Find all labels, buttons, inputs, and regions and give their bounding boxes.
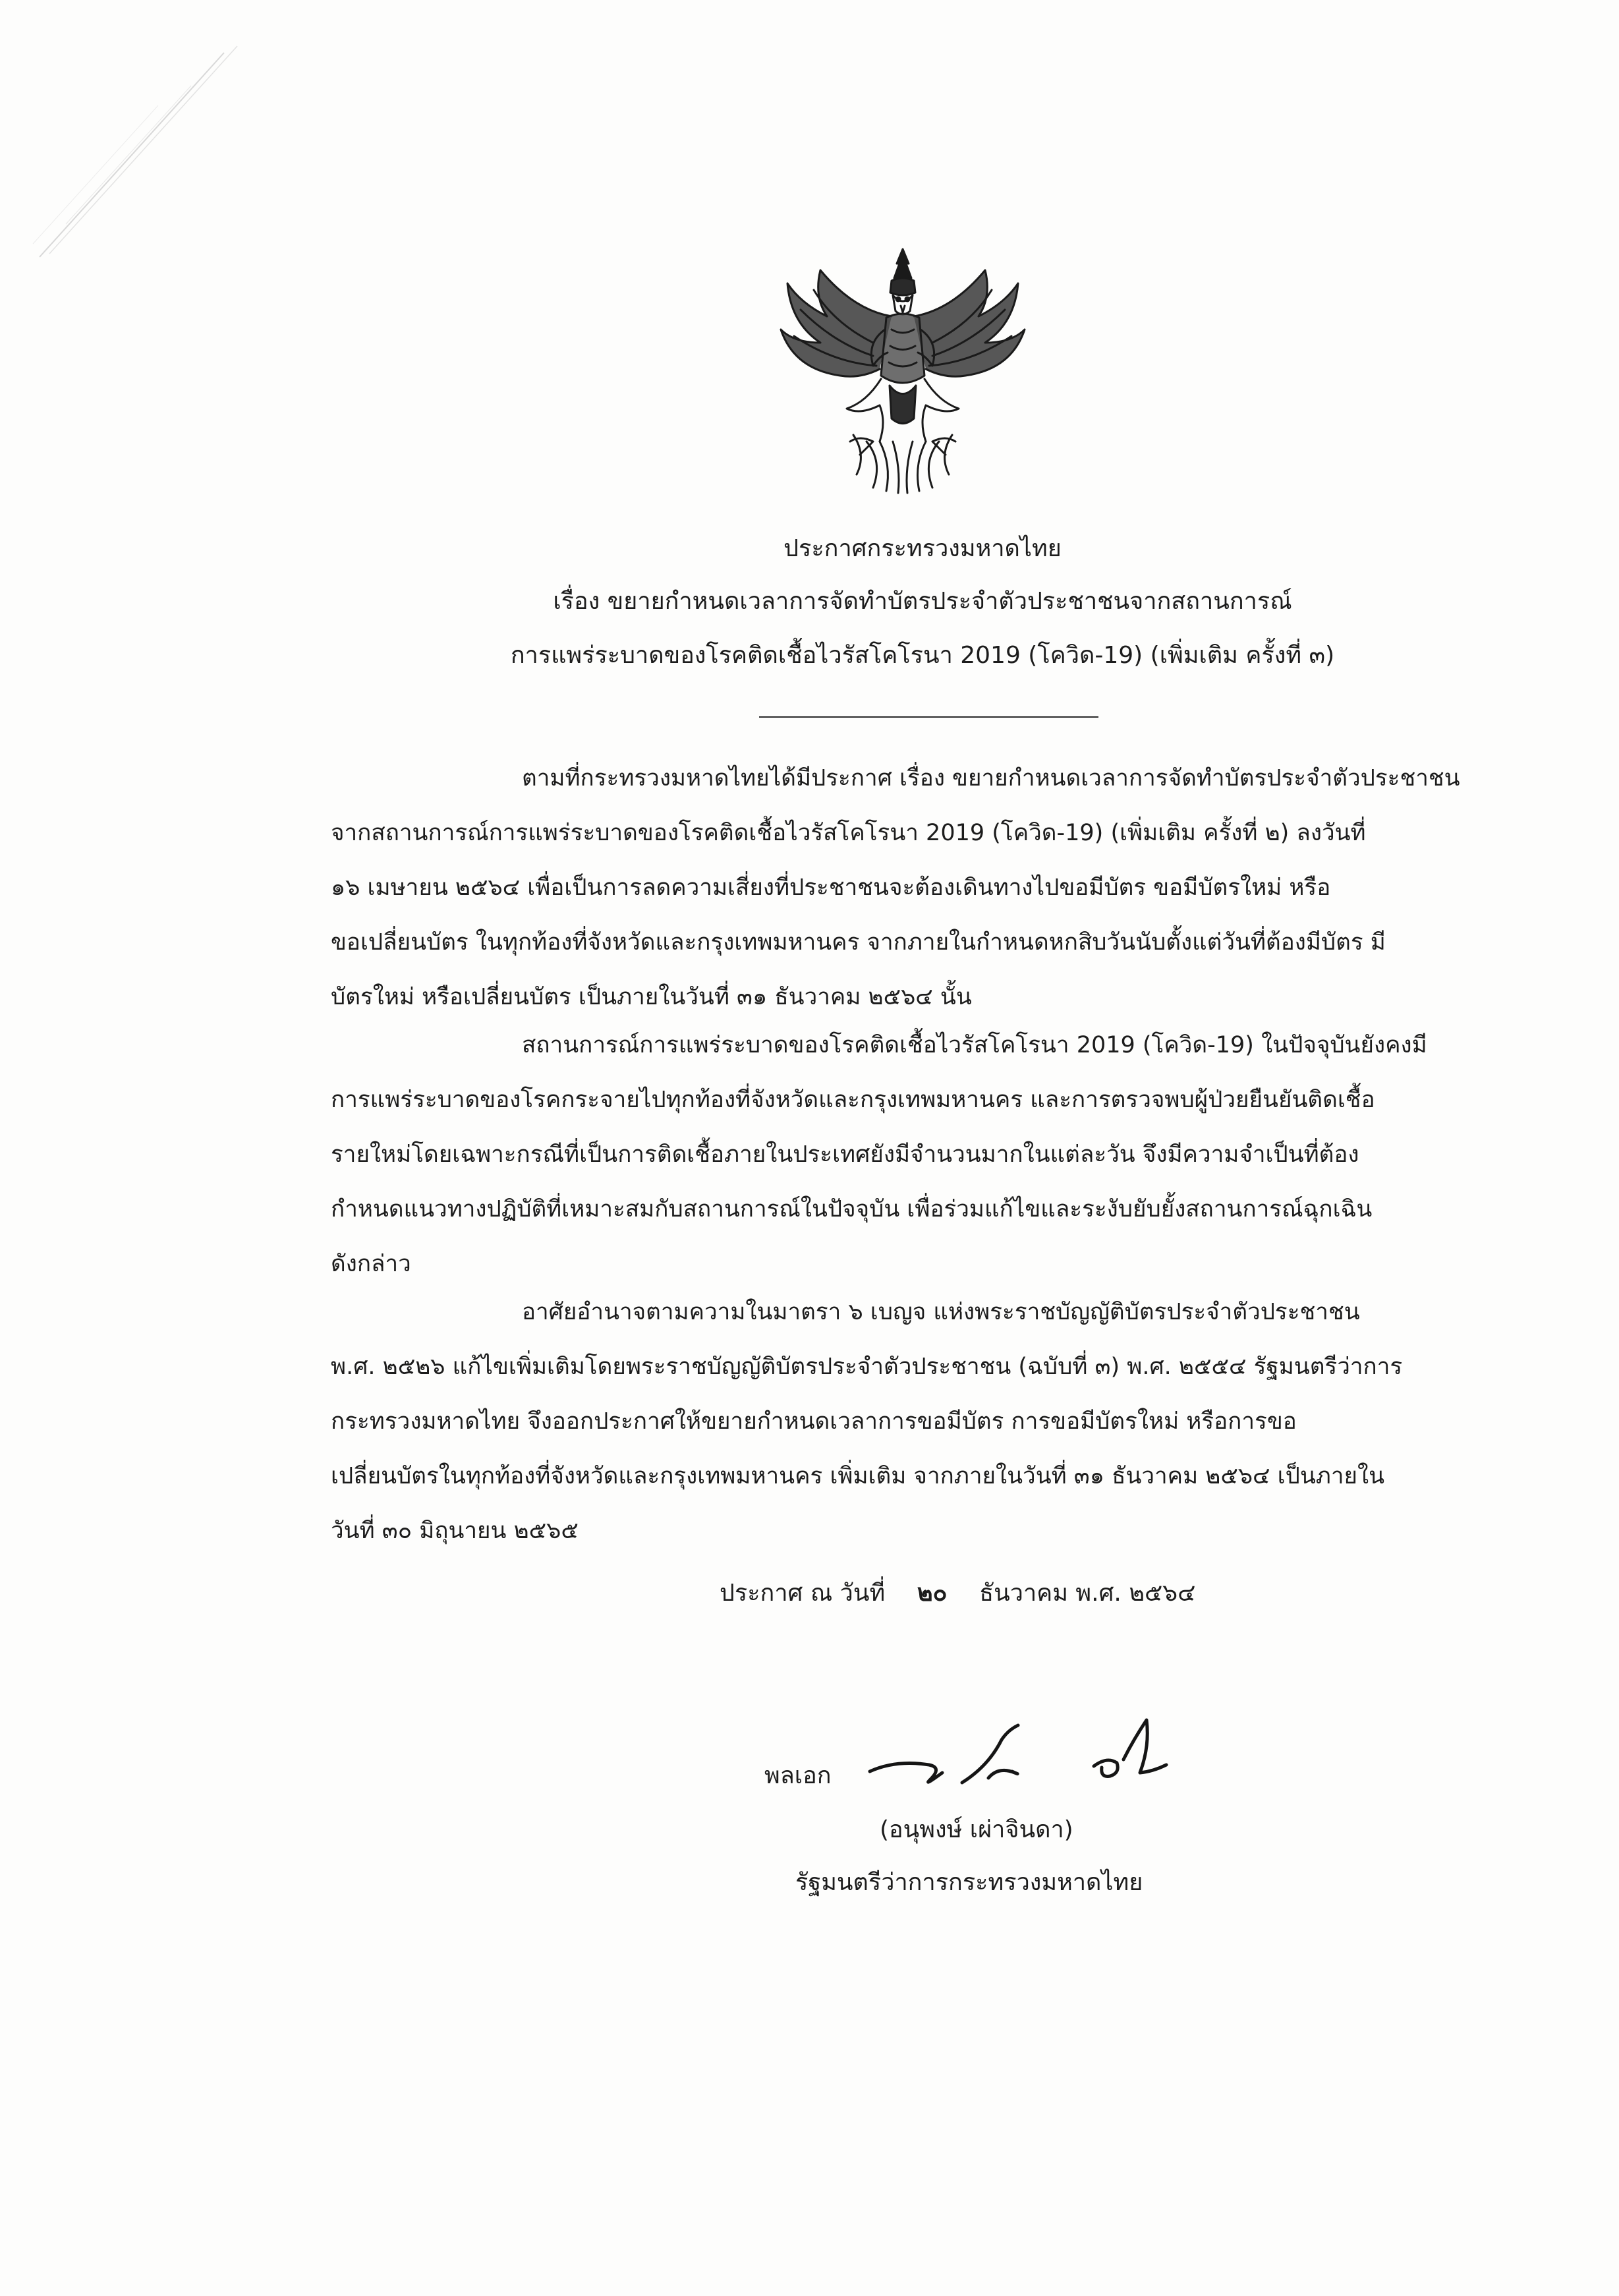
body-paragraph-3 <box>331 1285 1550 1559</box>
signatory-position: รัฐมนตรีว่าการกระทรวงมหาดไทย <box>795 1869 1143 1896</box>
paragraph-line: อาศัยอำนาจตามความในมาตรา ๖ เบญจ แห่งพระราชบัญญัติบัตรประจำตัวประชาชน <box>522 1299 1360 1325</box>
announcement-month-year: ธันวาคม พ.ศ. ๒๕๖๔ <box>979 1580 1196 1607</box>
announcement-title: ประกาศกระทรวงมหาดไทย <box>783 535 1062 562</box>
paragraph-line: การแพร่ระบาดของโรคกระจายไปทุกท้องที่จังหวัดและกรุงเทพมหานคร และการตรวจพบผู้ป่วยยืนยันติดเชื้อ <box>331 1087 1375 1113</box>
paragraph-line: พ.ศ. ๒๕๒๖ แก้ไขเพิ่มเติมโดยพระราชบัญญัติบัตรประจำตัวประชาชน (ฉบับที่ ๓) พ.ศ. ๒๕๕๔ รัฐมนตรีว่าการ <box>331 1354 1403 1380</box>
signatory-name: (อนุพงษ์ เผ่าจินดา) <box>880 1816 1073 1843</box>
subject-line-1: เรื่อง ขยายกำหนดเวลาการจัดทำบัตรประจำตัวประชาชนจากสถานการณ์ <box>553 588 1292 615</box>
paragraph-line: รายใหม่โดยเฉพาะกรณีที่เป็นการติดเชื้อภายในประเทศยังมีจำนวนมากในแต่ละวัน จึงมีความจำเป็นที่ต้อง <box>331 1141 1359 1168</box>
handwritten-signature-icon <box>857 1694 1199 1806</box>
paragraph-line: ดังกล่าว <box>331 1251 411 1277</box>
signatory-rank: พลเอก <box>764 1762 832 1789</box>
paragraph-line: เปลี่ยนบัตรในทุกท้องที่จังหวัดและกรุงเทพมหานคร เพิ่มเติม จากภายในวันที่ ๓๑ ธันวาคม ๒๕๖๔ เป็นภายใน <box>331 1463 1385 1489</box>
paragraph-line: สถานการณ์การแพร่ระบาดของโรคติดเชื้อไวรัสโคโรนา 2019 (โควิด-19) ในปัจจุบันยังคงมี <box>522 1032 1427 1058</box>
garuda-emblem-icon <box>774 244 1031 498</box>
announcement-date <box>720 1577 1195 1610</box>
paragraph-line: บัตรใหม่ หรือเปลี่ยนบัตร เป็นภายในวันที่ ๓๑ ธันวาคม ๒๕๖๔ นั้น <box>331 984 972 1010</box>
body-paragraph-2 <box>331 1018 1550 1292</box>
paragraph-line: จากสถานการณ์การแพร่ระบาดของโรคติดเชื้อไวรัสโคโรนา 2019 (โควิด-19) (เพิ่มเติม ครั้งที่ ๒) ลงวันที่ <box>331 820 1366 846</box>
paragraph-line: ๑๖ เมษายน ๒๕๖๔ เพื่อเป็นการลดความเสี่ยงที่ประชาชนจะต้องเดินทางไปขอมีบัตร ขอมีบัตรใหม่ หรือ <box>331 875 1331 901</box>
paragraph-line: วันที่ ๓๐ มิถุนายน ๒๕๖๕ <box>331 1518 579 1544</box>
body-paragraph-1 <box>331 751 1550 1025</box>
subject-line-2: การแพร่ระบาดของโรคติดเชื้อไวรัสโคโรนา 2019 (โควิด-19) (เพิ่มเติม ครั้งที่ ๓) <box>510 642 1335 669</box>
scan-artifact <box>26 26 264 264</box>
heading-divider <box>759 716 1098 718</box>
paragraph-line: กระทรวงมหาดไทย จึงออกประกาศให้ขยายกำหนดเวลาการขอมีบัตร การขอมีบัตรใหม่ หรือการขอ <box>331 1408 1297 1435</box>
paragraph-line: ตามที่กระทรวงมหาดไทยได้มีประกาศ เรื่อง ขยายกำหนดเวลาการจัดทำบัตรประจำตัวประชาชน <box>522 765 1460 791</box>
paragraph-line: ขอเปลี่ยนบัตร ในทุกท้องที่จังหวัดและกรุงเทพมหานคร จากภายในกำหนดหกสิบวันนับตั้งแต่วันที่ต้องมีบัตร มี <box>331 929 1386 956</box>
announcement-day: ๒๐ <box>917 1580 948 1607</box>
announcement-date-prefix: ประกาศ ณ วันที่ <box>720 1580 886 1607</box>
paragraph-line: กำหนดแนวทางปฏิบัติที่เหมาะสมกับสถานการณ์ในปัจจุบัน เพื่อร่วมแก้ไขและระงับยับยั้งสถานการณ์ฉุกเฉิน <box>331 1196 1373 1222</box>
